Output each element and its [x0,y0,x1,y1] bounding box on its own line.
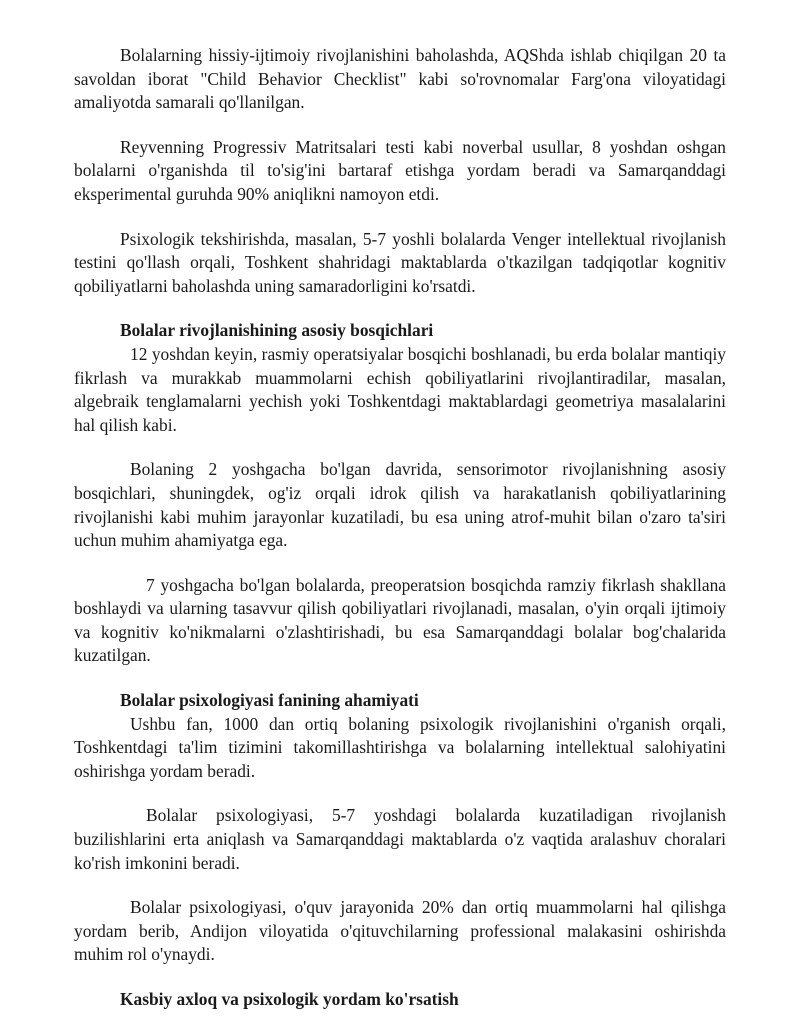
section-heading-professional-ethics: Kasbiy axloq va psixologik yordam ko'rsatish [120,989,459,1009]
paragraph-preoperational: 7 yoshgacha bo'lgan bolalarda, preoperatsion bosqichda ramziy fikrlash shakllana boshlaydi va ularning tasavvur qilish qobiliyatlari rivojlanadi, masalan, o'yin orqali ijtimoiy va kognitiv ko'nikmalarni o'zlashtirishadi, bu esa Samarqanddagi bolalar bog'chalarida kuzatilgan. [74,574,726,666]
document-body [74,44,726,1012]
paragraph-child-behavior-checklist: Bolalarning hissiy-ijtimoiy rivojlanishini baholashda, AQShda ishlab chiqilgan 20 ta savoldan iborat "Child Behavior Checklist" kabi so'rovnomalar Farg'ona viloyatidagi amaliyotda samarali qo'llanilgan. [74,45,726,113]
paragraph-sensorimotor: Bolaning 2 yoshgacha bo'lgan davrida, sensorimotor rivojlanishning asosiy bosqichlari, shuningdek, og'iz orqali idrok qilish va harakatlanish qobiliyatlarining rivojlanishi kabi muhim jarayonlar kuzatiladi, bu esa uning atrof-muhit bilan o'zaro ta'siri uchun muhim ahamiyatga ega. [74,459,726,551]
paragraph-early-detection: Bolalar psixologiyasi, 5-7 yoshdagi bolalarda kuzatiladigan rivojlanish buzilishlarini erta aniqlash va Samarqanddagi maktablarda o'z vaqtida aralashuv choralari ko'rish imkonini beradi. [74,805,726,873]
paragraph-teacher-qualification: Bolalar psixologiyasi, o'quv jarayonida 20% dan ortiq muammolarni hal qilishga yordam berib, Andijon viloyatida o'qituvchilarning professional malakasini oshirishda muhim rol o'ynaydi. [74,897,726,965]
paragraph-raven-matrices: Reyvenning Progressiv Matritsalari testi kabi noverbal usullar, 8 yoshdan oshgan bolalarni o'rganishda til to'sig'ini bartaraf etishga yordam beradi va Samarqanddagi eksperimental guruhda 90% aniqlikni namoyon etdi. [74,136,726,204]
section-heading-development-stages: Bolalar rivojlanishining asosiy bosqichlari [120,320,434,341]
paragraph-formal-operations: 12 yoshdan keyin, rasmiy operatsiyalar bosqichi boshlanadi, bu erda bolalar mantiqiy fikrlash va murakkab muammolarni echish qobiliyatlarini rivojlantiradilar, masalan, algebraik tenglamalarni yechish yoki Toshkentdagi maktablardagi geometriya masalalarini hal qilish kabi. [74,343,726,435]
paragraph-science-value: Ushbu fan, 1000 dan ortiq bolaning psixologik rivojlanishini o'rganish orqali, Toshkentdagi ta'lim tizimini takomillashtirishga va bolalarning intellektual salohiyatini oshirishga yordam beradi. [74,713,726,781]
section-heading-psychology-importance: Bolalar psixologiyasi fanining ahamiyati [120,690,419,711]
paragraph-venger-test: Psixologik tekshirishda, masalan, 5-7 yoshli bolalarda Venger intellektual rivojlanish testini qo'llash orqali, Toshkent shahridagi maktablarda o'tkazilgan tadqiqotlar kognitiv qobiliyatlarni baholashda uning samaradorligini ko'rsatdi. [74,228,726,296]
